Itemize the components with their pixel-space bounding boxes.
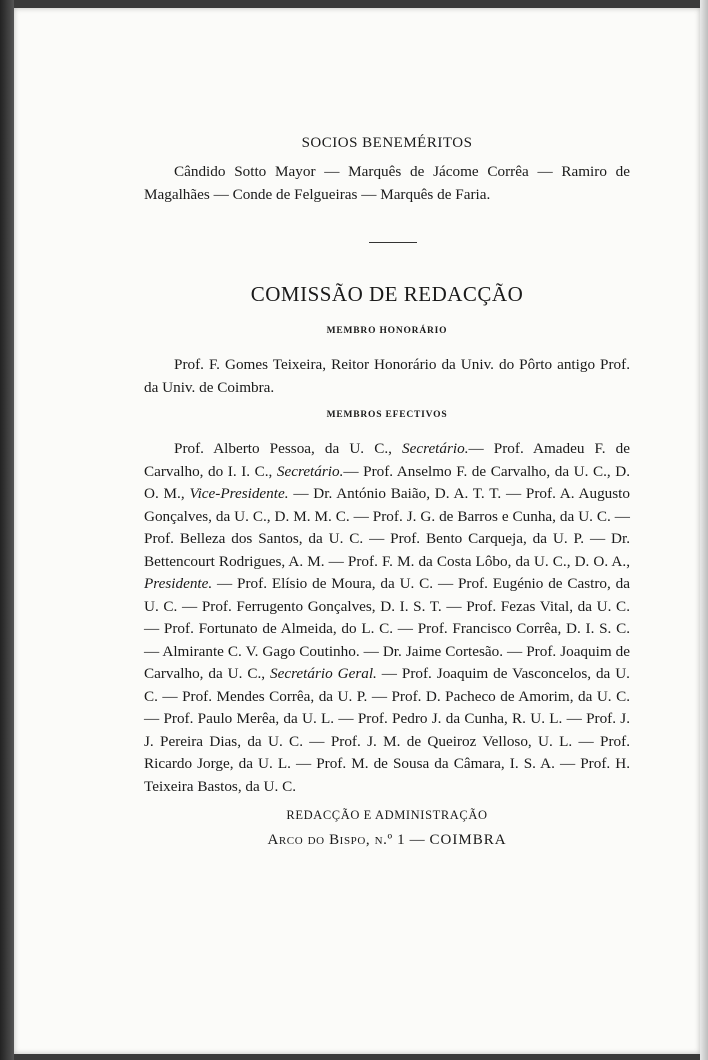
- efectivos-role-italic: Presidente.: [144, 575, 213, 592]
- address-city: COIMBRA: [429, 832, 507, 848]
- efectivos-segment: — Dr. António Baião, D. A. T. T. — Prof. A. Augusto Gonçalves, da U. C., D. M. M. C. — Prof. J. G. de Barros e Cunha, da U. C. — Prof. Belleza dos Santos, da U. C. — Prof. Bento Carqueja, da U. P. — Dr. Bettencourt Rodrigues, A. M. — Prof. F. M. da Costa Lôbo, da U. C., D. O. A.,: [144, 485, 630, 570]
- efectivos-role-italic: Vice-Presidente.: [189, 485, 289, 502]
- address-prefix: Arco do Bispo, n.º 1 —: [267, 832, 426, 848]
- efectivos-segment: — Prof. Amadeu F. de Carvalho, do I. I. C.,: [144, 440, 630, 480]
- socios-text: Cândido Sotto Mayor — Marquês de Jácome Corrêa — Ramiro de Magalhães — Conde de Felgueiras — Marquês de Faria.: [144, 163, 630, 203]
- efectivos-paragraph: [144, 438, 630, 798]
- document-page: [14, 8, 700, 1054]
- efectivos-role-italic: Secretário.: [276, 462, 344, 480]
- section-divider: [369, 242, 417, 243]
- comissao-title: COMISSÃO DE REDACÇÃO: [250, 282, 524, 306]
- efectivos-text: [144, 438, 630, 798]
- efectivos-segment: Prof. Alberto Pessoa, da U. C.,: [174, 440, 403, 457]
- page-right-edge: [700, 0, 708, 1060]
- page-binding-edge: [0, 0, 14, 1060]
- efectivos-segment: — Prof. Elísio de Moura, da U. C. — Prof. Eugénio de Castro, da U. C. — Prof. Ferrugento Gonçalves, D. I. S. T. — Prof. Fezas Vital, da U. C. — Prof. Fortunato de Almeida, do L. C. — Prof. Francisco Corrêa, D. I. S. C. — Almirante C. V. Gago Coutinho. — Dr. Jaime Cortesão. — Prof. Joaquim de Carvalho, da U. C.,: [144, 575, 630, 682]
- socios-paragraph: [144, 161, 630, 206]
- efectivos-role-italic: Secretário.: [402, 440, 469, 457]
- redaccao-heading: REDACÇÃO E ADMINISTRAÇÃO: [286, 808, 488, 822]
- efectivos-role-italic: Secretário Geral.: [270, 665, 377, 682]
- efectivos-segment: — Prof. Anselmo F. de Carvalho, da U. C., D. O. M.,: [144, 462, 630, 502]
- honorario-text: Prof. F. Gomes Teixeira, Reitor Honorário da Univ. do Pôrto antigo Prof. da Univ. de Coimbra.: [144, 356, 630, 396]
- efectivos-segment: — Prof. Joaquim de Vasconcelos, da U. C. — Prof. Mendes Corrêa, da U. P. — Prof. D. Pacheco de Amorim, da U. C. — Prof. Paulo Merêa, da U. L. — Prof. Pedro J. da Cunha, R. U. L. — Prof. J. J. Pereira Dias, da U. C. — Prof. J. M. de Queiroz Velloso, U. L. — Prof. Ricardo Jorge, da U. L. — Prof. M. de Sousa da Câmara, I. S. A. — Prof. H. Teixeira Bastos, da U. C.: [144, 665, 630, 795]
- socios-heading: SOCIOS BENEMÉRITOS: [301, 135, 473, 151]
- honorario-paragraph: [144, 354, 630, 399]
- membro-honorario-heading: MEMBRO HONORÁRIO: [326, 326, 448, 336]
- membros-efectivos-heading: MEMBROS EFECTIVOS: [326, 410, 448, 420]
- address-line: [144, 832, 630, 849]
